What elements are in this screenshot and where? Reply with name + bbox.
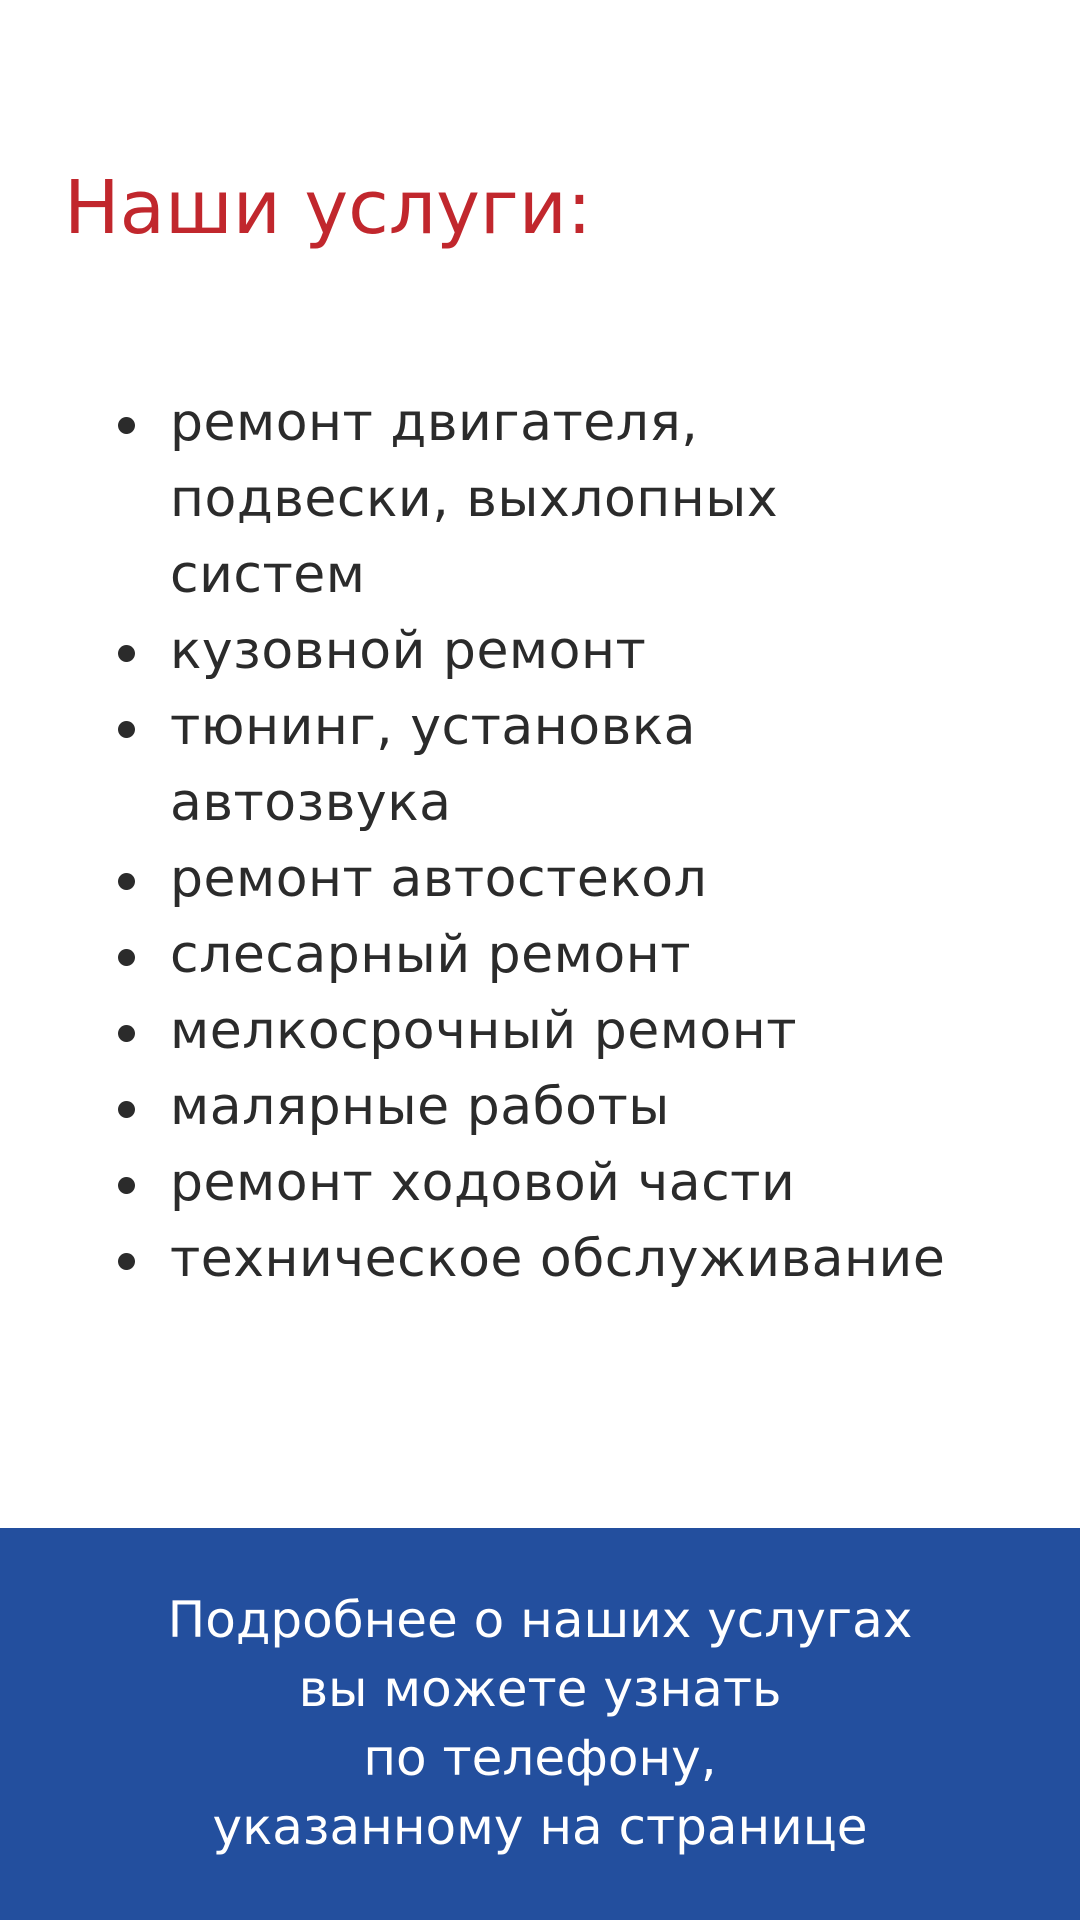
- service-line: слесарный ремонт: [170, 925, 691, 985]
- service-line: ремонт ходовой части: [170, 1153, 796, 1213]
- service-item: [118, 917, 1068, 993]
- service-item: [118, 385, 1068, 613]
- service-line: тюнинг, установка: [170, 697, 696, 757]
- bullet-icon: [118, 1101, 135, 1118]
- banner-line: Подробнее о наших услугах: [167, 1591, 913, 1649]
- service-item: [118, 993, 1068, 1069]
- service-text: [170, 1145, 795, 1221]
- banner-line: указанному на странице: [212, 1798, 868, 1856]
- banner-line: по телефону,: [363, 1729, 717, 1787]
- bullet-icon: [118, 873, 135, 890]
- service-text: [170, 689, 696, 841]
- bullet-icon: [118, 1025, 135, 1042]
- bullet-icon: [118, 417, 135, 434]
- service-line: автозвука: [170, 773, 452, 833]
- banner-line: вы можете узнать: [298, 1660, 782, 1718]
- service-text: [170, 917, 691, 993]
- service-line: малярные работы: [170, 1077, 670, 1137]
- service-item: [118, 841, 1068, 917]
- bullet-icon: [118, 1253, 135, 1270]
- service-text: [170, 993, 797, 1069]
- service-line: техническое обслуживание: [170, 1229, 946, 1289]
- service-item: [118, 1145, 1068, 1221]
- services-list: [118, 385, 1068, 1297]
- bullet-icon: [118, 1177, 135, 1194]
- service-text: [170, 841, 707, 917]
- service-text: [170, 385, 778, 613]
- service-line: мелкосрочный ремонт: [170, 1001, 798, 1061]
- service-item: [118, 689, 1068, 841]
- service-item: [118, 613, 1068, 689]
- service-text: [170, 1221, 945, 1297]
- service-line: кузовной ремонт: [170, 621, 647, 681]
- contact-banner: [0, 1528, 1080, 1920]
- service-item: [118, 1069, 1068, 1145]
- bullet-icon: [118, 645, 135, 662]
- service-line: систем: [170, 545, 366, 605]
- bullet-icon: [118, 949, 135, 966]
- service-line: подвески, выхлопных: [170, 469, 779, 529]
- service-text: [170, 1069, 670, 1145]
- service-text: [170, 613, 646, 689]
- service-line: ремонт автостекол: [170, 849, 708, 909]
- page-title: Наши услуги:: [64, 165, 592, 251]
- bullet-icon: [118, 721, 135, 738]
- service-item: [118, 1221, 1068, 1297]
- service-line: ремонт двигателя,: [170, 393, 699, 453]
